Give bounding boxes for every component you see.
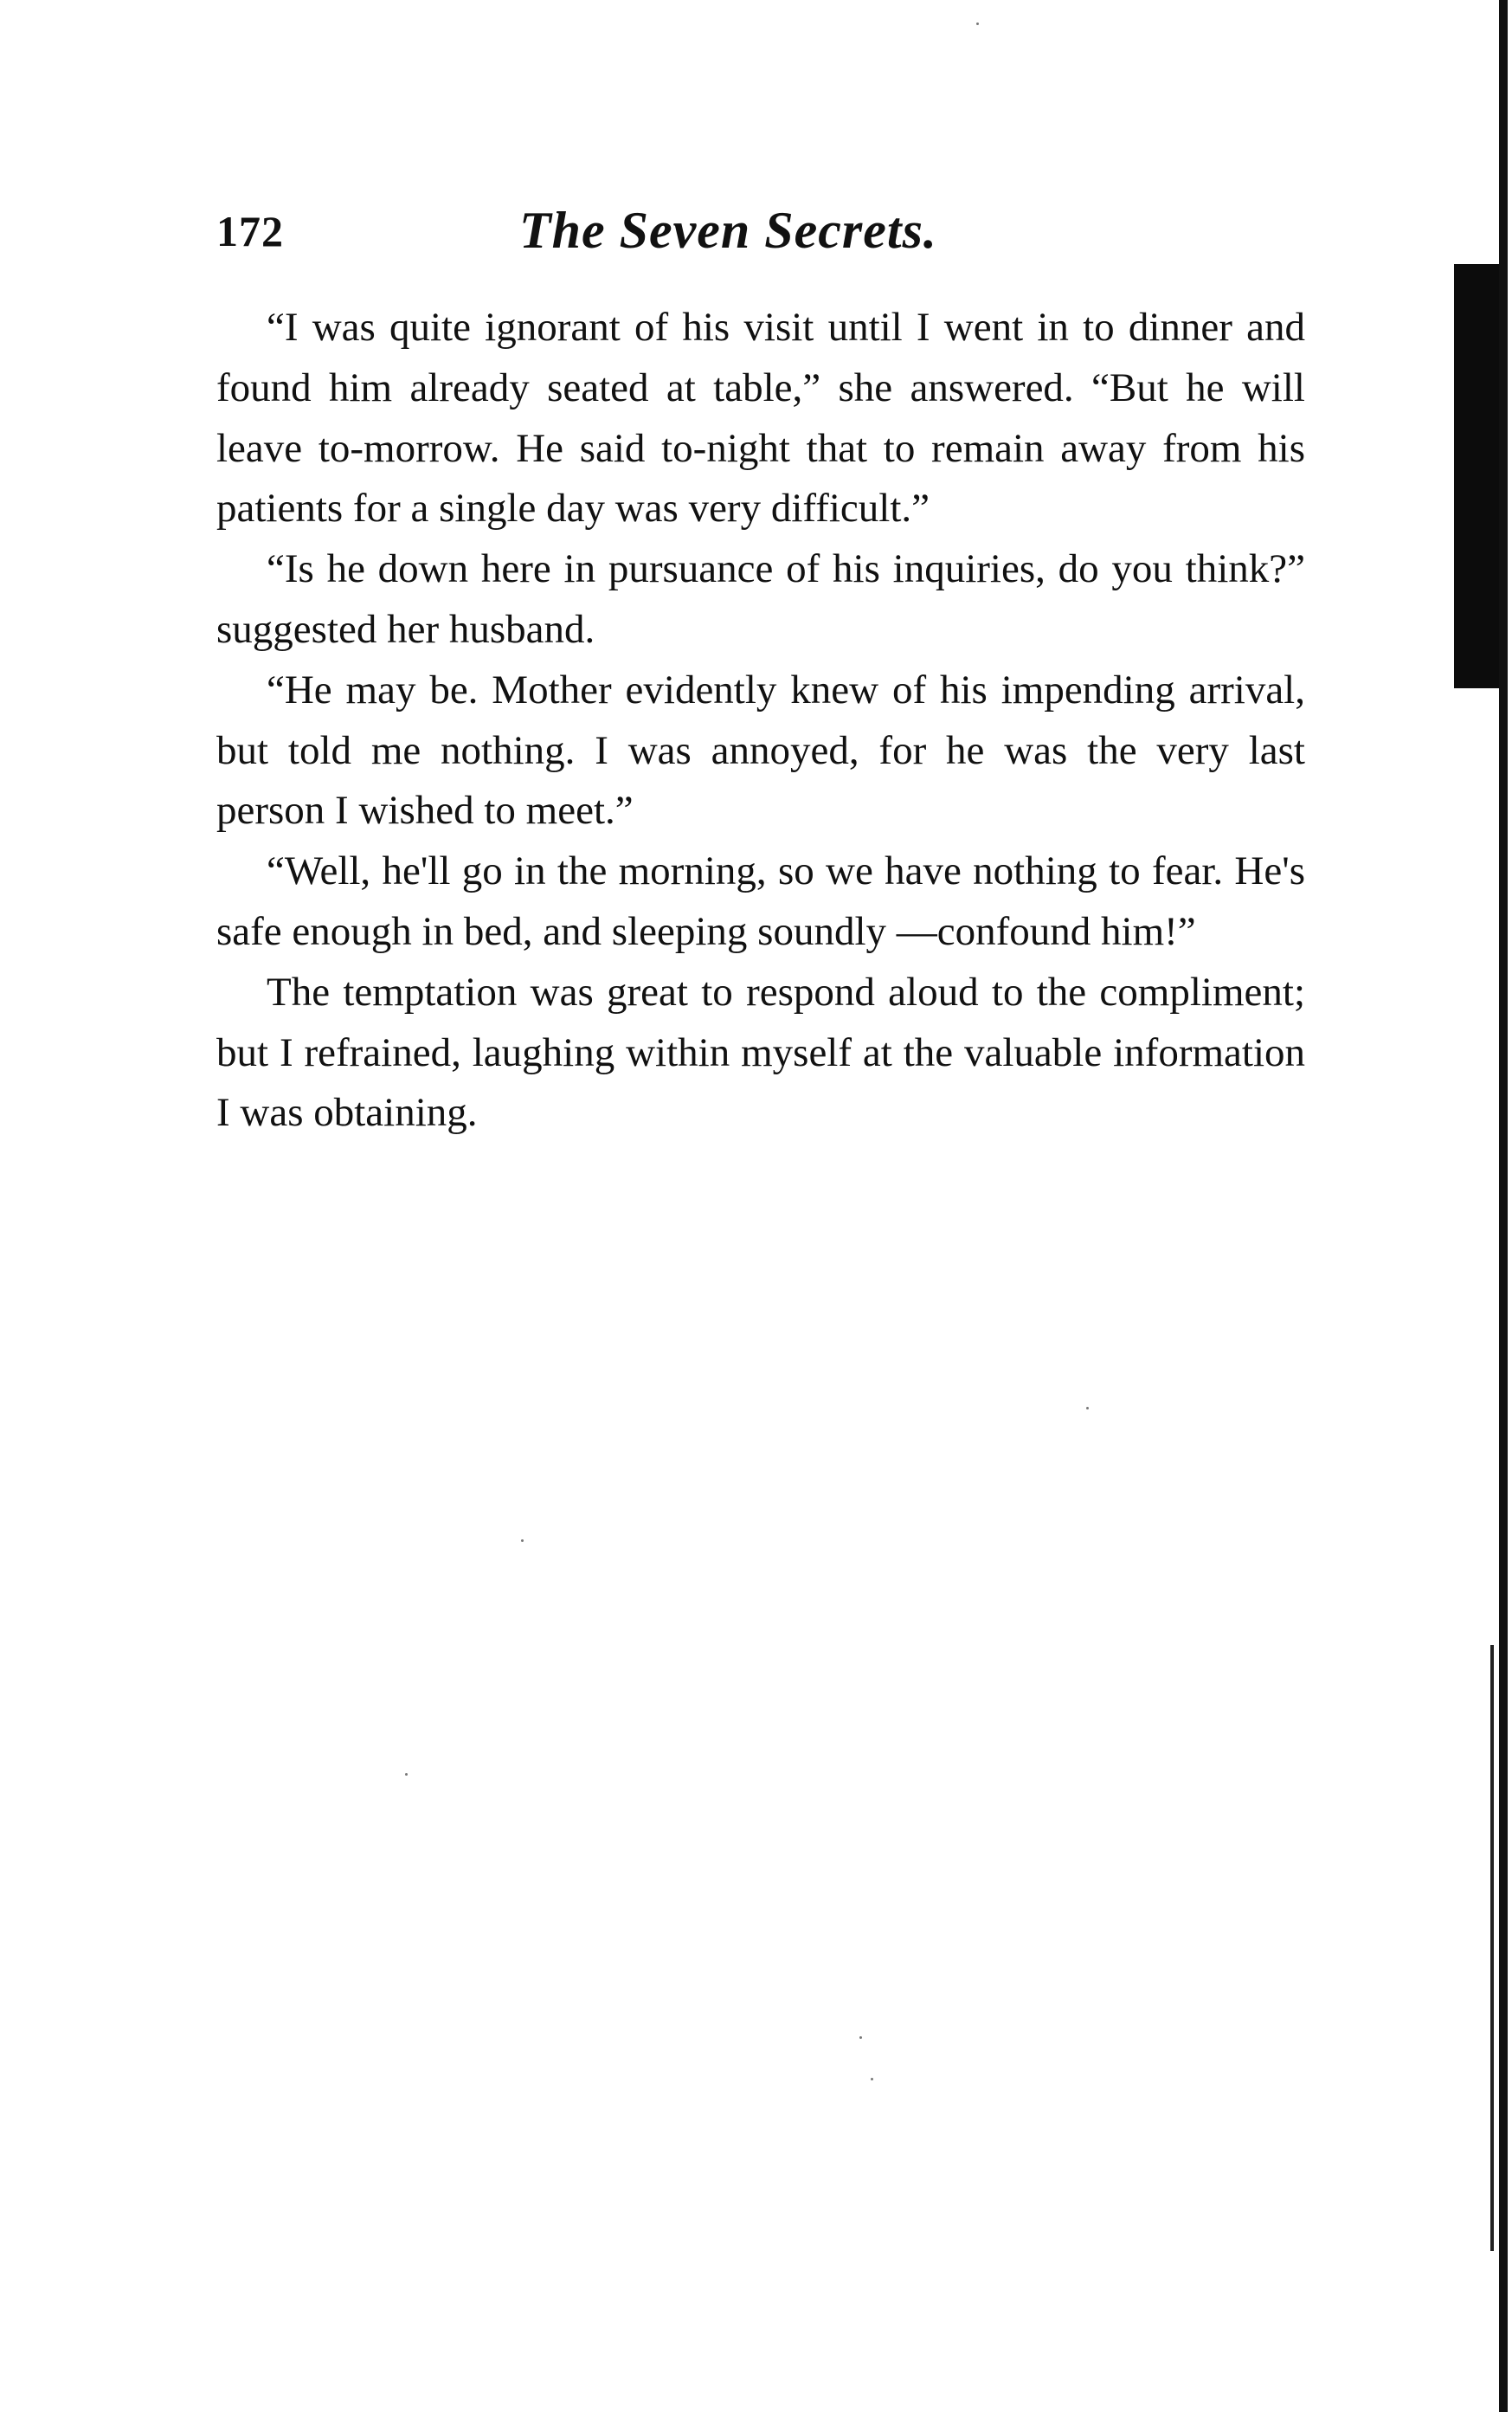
scan-binding-edge bbox=[1499, 0, 1508, 2412]
paragraph-5: The temptation was great to respond aloud to the compliment; but I refrained, laughing within myself at the valuable information I was obtaining. bbox=[216, 969, 1305, 1136]
scan-speck bbox=[871, 2078, 873, 2080]
paragraph-3: “He may be. Mother evidently knew of his impending arrival, but told me nothing. I was annoyed, for he was the very last person I wished to meet.” bbox=[216, 667, 1305, 834]
paragraph-2: “Is he down here in pursuance of his inquiries, do you think?” suggested her husband. bbox=[216, 546, 1305, 652]
scan-speck bbox=[976, 23, 979, 25]
page-number: 172 bbox=[216, 207, 284, 255]
scan-speck bbox=[859, 2036, 862, 2039]
body-text bbox=[216, 298, 1305, 1144]
scan-binding-edge-thin bbox=[1490, 1645, 1494, 2251]
paragraph-1: “I was quite ignorant of his visit until I went in to dinner and found him already seated at table,” she answered. “But he will leave to-morrow. He said to-night that to remain away from his patients for a single day was very difficult.” bbox=[216, 305, 1305, 532]
running-title: The Seven Secrets. bbox=[519, 202, 937, 259]
scan-speck bbox=[405, 1773, 408, 1776]
scan-speck bbox=[1086, 1407, 1089, 1409]
paragraph-4: “Well, he'll go in the morning, so we have nothing to fear. He's safe enough in bed, and sleeping soundly —confound him!” bbox=[216, 848, 1305, 954]
scan-margin-shadow bbox=[1454, 264, 1499, 688]
scan-speck bbox=[521, 1539, 524, 1542]
